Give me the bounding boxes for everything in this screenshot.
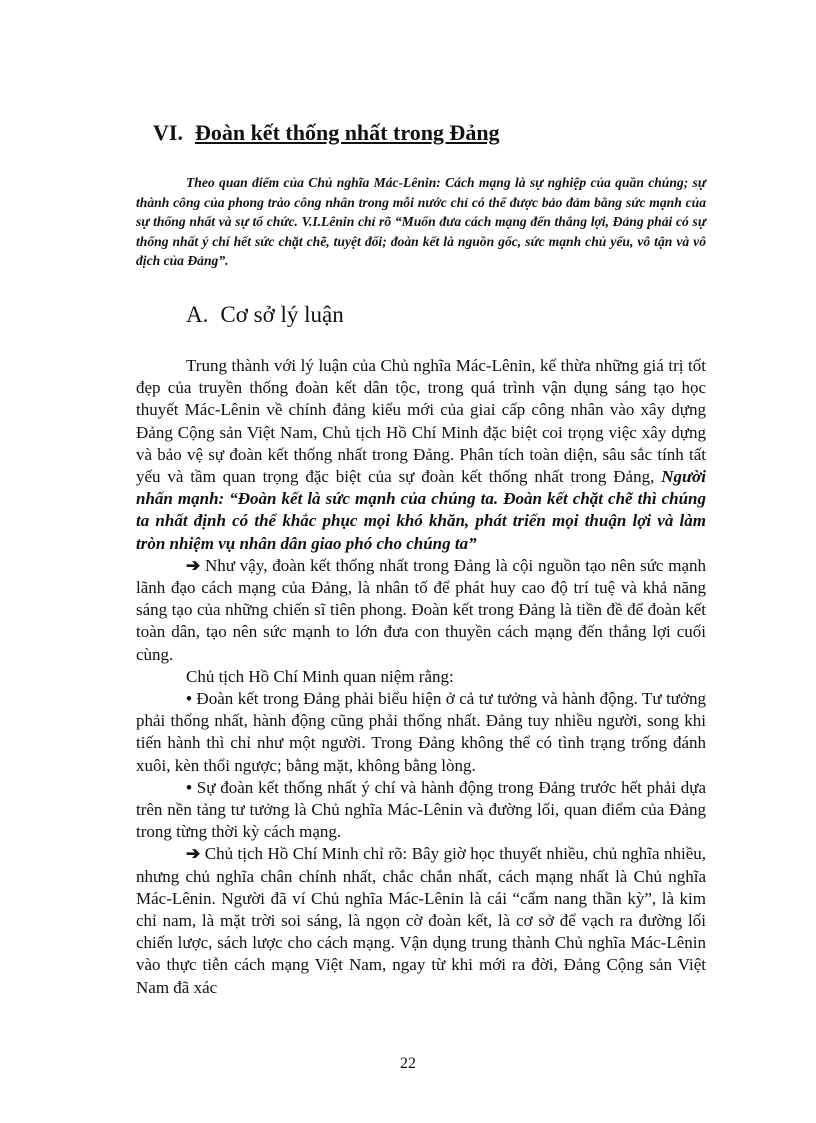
subsection-title: Cơ sở lý luận xyxy=(220,302,344,327)
bullet-item-1 xyxy=(136,688,706,777)
subsection-number: A. xyxy=(186,302,209,327)
paragraph-3: Chủ tịch Hồ Chí Minh quan niệm rằng: xyxy=(186,666,454,686)
intro-quote: Theo quan điểm của Chủ nghĩa Mác-Lênin: Cách mạng là sự nghiệp của quần chúng; sự thành công của phong trào công nhân trong mỗi nước chỉ có thể được bảo đảm bằng sức mạnh của sự thống nhất và sự tổ chức. V.I.Lênin chỉ rõ “Muốn đưa cách mạng đến thắng lợi, Đảng phải có sự thống nhất ý chí hết sức chặt chẽ, tuyệt đối; đoàn kết là nguồn gốc, sức mạnh chủ yếu, vô tận và vô địch của Đảng”. xyxy=(136,175,706,268)
bullet-icon: • xyxy=(186,689,192,709)
paragraph-1-emphasis: Người nhấn mạnh: “Đoàn kết là sức mạnh của chúng ta. Đoàn kết chặt chẽ thì chúng ta nhất định có thể khắc phục mọi khó khăn, phát triển mọi thuận lợi và làm tròn nhiệm vụ nhân dân giao phó cho chúng ta” xyxy=(136,467,706,553)
section-title: Đoàn kết thống nhất trong Đảng xyxy=(194,120,500,145)
subsection-heading xyxy=(186,302,344,328)
page-number: 22 xyxy=(400,1055,416,1072)
bullet-item-2-text: Sự đoàn kết thống nhất ý chí và hành động trong Đảng trước hết phải dựa trên nền tảng tư tưởng là Chủ nghĩa Mác-Lênin và đường lối, quan điểm của Đảng trong từng thời kỳ cách mạng. xyxy=(136,777,706,842)
arrow-right-icon: ➔ xyxy=(186,555,201,575)
body-text xyxy=(136,355,706,999)
arrow-right-icon: ➔ xyxy=(186,844,201,864)
paragraph-2-text: Như vậy, đoàn kết thống nhất trong Đảng là cội nguồn tạo nên sức mạnh lãnh đạo cách mạng của Đảng, là nhân tố để phát huy cao độ trí tuệ và khả năng sáng tạo của những chiến sĩ tiên phong. Đoàn kết trong Đảng là tiền đề để đoàn kết toàn dân, tạo nên sức mạnh to lớn đưa con thuyền cách mạng đến thắng lợi cuối cùng. xyxy=(136,555,706,664)
section-number: VI. xyxy=(153,120,183,145)
section-heading xyxy=(153,120,500,146)
bullet-icon: • xyxy=(186,777,192,797)
bullet-item-2 xyxy=(136,777,706,844)
paragraph-4 xyxy=(136,843,706,998)
paragraph-4-text: Chủ tịch Hồ Chí Minh chỉ rõ: Bây giờ học thuyết nhiều, chủ nghĩa nhiều, nhưng chủ nghĩa chân chính nhất, chắc chắn nhất, cách mạng nhất là Chủ nghĩa Mác-Lênin. Người đã ví Chủ nghĩa Mác-Lênin là cái “cẩm nang thần kỳ”, là kim chỉ nam, là mặt trời soi sáng, là ngọn cờ đoàn kết, là cơ sở để vạch ra đường lối chiến lược, sách lược cho cách mạng. Vận dụng trung thành Chủ nghĩa Mác-Lênin vào thực tiễn cách mạng Việt Nam, ngay từ khi mới ra đời, Đảng Cộng sản Việt Nam đã xác xyxy=(136,844,707,997)
paragraph-1 xyxy=(136,355,706,555)
paragraph-2 xyxy=(136,555,706,666)
paragraph-1-text: Trung thành với lý luận của Chủ nghĩa Mác-Lênin, kế thừa những giá trị tốt đẹp của truyền thống đoàn kết dân tộc, trong quá trình vận dụng sáng tạo học thuyết Mác-Lênin về chính đảng kiểu mới của giai cấp công nhân vào xây dựng Đảng Cộng sản Việt Nam, Chủ tịch Hồ Chí Minh đặc biệt coi trọng việc xây dựng và bảo vệ sự đoàn kết thống nhất trong Đảng. Phân tích toàn diện, sâu sắc tính tất yếu và tầm quan trọng đặc biệt của sự đoàn kết thống nhất trong Đảng, xyxy=(136,356,706,487)
bullet-item-1-text: Đoàn kết trong Đảng phải biểu hiện ở cả tư tưởng và hành động. Tư tưởng phải thống nhất, hành động cũng phải thống nhất. Đảng tuy nhiều người, song khi tiến hành thì chỉ như một người. Trong Đảng không thể có tình trạng trống đánh xuôi, kèn thổi ngược; bằng mặt, không bằng lòng. xyxy=(136,689,707,775)
